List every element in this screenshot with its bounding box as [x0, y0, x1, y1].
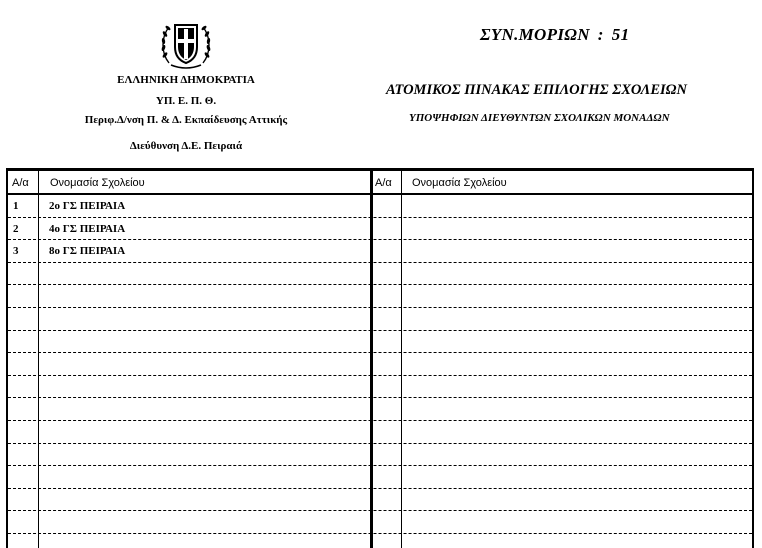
row-index: 1	[13, 200, 19, 212]
table-row	[8, 195, 752, 218]
table-row	[8, 285, 752, 308]
table-row	[8, 308, 752, 331]
table-row	[8, 240, 752, 263]
score-value: 51	[611, 25, 630, 44]
header-index-left: Α/α	[12, 177, 29, 189]
score-label: ΣΥΝ.ΜΟΡΙΩΝ	[480, 25, 590, 44]
header-index-right: Α/α	[375, 177, 392, 189]
org-ministry: ΥΠ. Ε. Π. Θ.	[155, 95, 217, 107]
greek-coat-of-arms-icon	[157, 15, 215, 73]
org-regional-directorate: Περιφ.Δ/νση Π. & Δ. Εκπαίδευσης Αττικής	[84, 114, 288, 126]
table-row	[8, 353, 752, 376]
table-row	[8, 511, 752, 534]
table-header	[8, 171, 752, 195]
org-local-directorate: Διεύθυνση Δ.Ε. Πειραιά	[129, 140, 243, 152]
table-row	[8, 376, 752, 399]
school-selection-table	[6, 168, 754, 548]
row-index: 3	[13, 245, 19, 258]
table-row	[8, 398, 752, 421]
score-separator: :	[597, 25, 604, 44]
row-index: 2	[13, 222, 19, 235]
header-school-right: Ονομασία Σχολείου	[412, 177, 507, 189]
header-school-left: Ονομασία Σχολείου	[50, 177, 145, 189]
table-row	[8, 331, 752, 354]
table-row	[8, 421, 752, 444]
row-school-name: 8ο ΓΣ ΠΕΙΡΑΙΑ	[49, 245, 126, 258]
table-row	[8, 489, 752, 512]
row-school-name: 4ο ΓΣ ΠΕΙΡΑΙΑ	[49, 222, 126, 235]
total-score	[480, 25, 629, 45]
table-row	[8, 444, 752, 467]
table-row	[8, 263, 752, 286]
org-country: ΕΛΛΗΝΙΚΗ ΔΗΜΟΚΡΑΤΙΑ	[117, 74, 255, 86]
row-school-name: 2ο ΓΣ ΠΕΙΡΑΙΑ	[49, 200, 126, 212]
document-subtitle: ΥΠΟΨΗΦΙΩΝ ΔΙΕΥΘΥΝΤΩΝ ΣΧΟΛΙΚΩΝ ΜΟΝΑΔΩΝ	[409, 112, 670, 124]
table-row	[8, 218, 752, 241]
table-row	[8, 466, 752, 489]
document-title: ΑΤΟΜΙΚΟΣ ΠΙΝΑΚΑΣ ΕΠΙΛΟΓΗΣ ΣΧΟΛΕΙΩΝ	[386, 82, 687, 98]
